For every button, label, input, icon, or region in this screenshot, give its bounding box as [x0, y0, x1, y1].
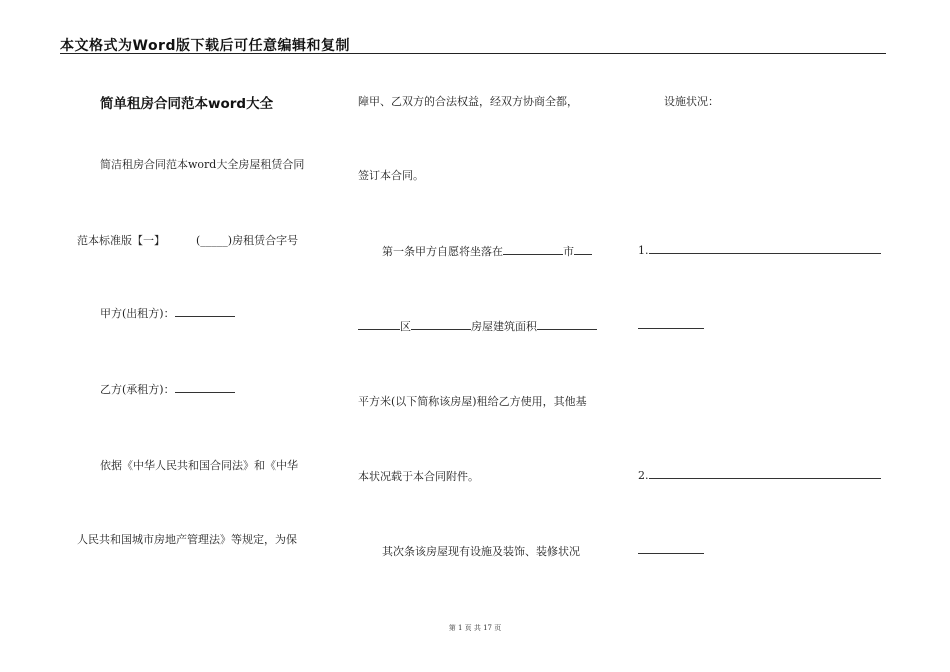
col1-line-2a: 范本标准版【一】 [77, 234, 165, 247]
city-label: 市 [563, 245, 574, 258]
document-title: 简单租房合同范本word大全 [100, 96, 274, 112]
page-footer: 第 1 页 共 17 页 [448, 624, 502, 632]
facility-status-label: 设施状况： [664, 95, 719, 108]
col1-line-1: 简洁租房合同范本word大全房屋租赁合同 [100, 158, 305, 171]
party-a-blank [175, 306, 235, 317]
party-a-label: 甲方(出租方)： [100, 307, 175, 320]
col1-line-6: 人民共和国城市房地产管理法》等规定，为保 [77, 533, 297, 546]
district-label: 区 [400, 320, 411, 333]
party-b-label: 乙方(承租方)： [100, 383, 175, 396]
col2-line-5: 平方米(以下简称该房屋)租给乙方使用，其他基 [358, 395, 587, 408]
district-blank-2 [411, 319, 471, 330]
article-1-line [382, 243, 592, 259]
col2-line-7: 其次条该房屋现有设施及装饰、装修状况 [382, 545, 580, 558]
item-2-blank-2 [638, 543, 704, 554]
col2-line-1: 障甲、乙双方的合法权益，经双方协商全都， [358, 95, 578, 108]
party-b-blank [175, 382, 235, 393]
party-b-line [100, 381, 235, 397]
header-text: 本文格式为Word版下载后可任意编辑和复制 [60, 38, 350, 54]
item-1-blank [649, 243, 881, 254]
col2-line-6: 本状况载于本合同附件。 [358, 470, 479, 483]
col1-line-5: 依据《中华人民共和国合同法》和《中华 [100, 459, 298, 472]
district-blank [358, 319, 400, 330]
item-2-number: 2. [638, 469, 649, 482]
col2-line-2: 签订本合同。 [358, 169, 424, 182]
facility-item-2 [638, 468, 881, 482]
district-area-line [358, 318, 597, 334]
area-blank [537, 319, 597, 330]
article-1-text: 第一条甲方自愿将坐落在 [382, 245, 503, 258]
facility-item-1-cont [638, 318, 704, 332]
item-1-blank-2 [638, 318, 704, 329]
document-header [60, 35, 886, 54]
area-label: 房屋建筑面积 [471, 320, 537, 333]
item-1-number: 1. [638, 244, 649, 257]
col1-line-2b: (_____)房租赁合字号 [196, 234, 299, 247]
item-2-blank [649, 468, 881, 479]
address-blank-2 [574, 244, 592, 255]
party-a-line [100, 305, 235, 321]
address-blank-1 [503, 244, 563, 255]
facility-item-1 [638, 243, 881, 257]
facility-item-2-cont [638, 543, 704, 557]
